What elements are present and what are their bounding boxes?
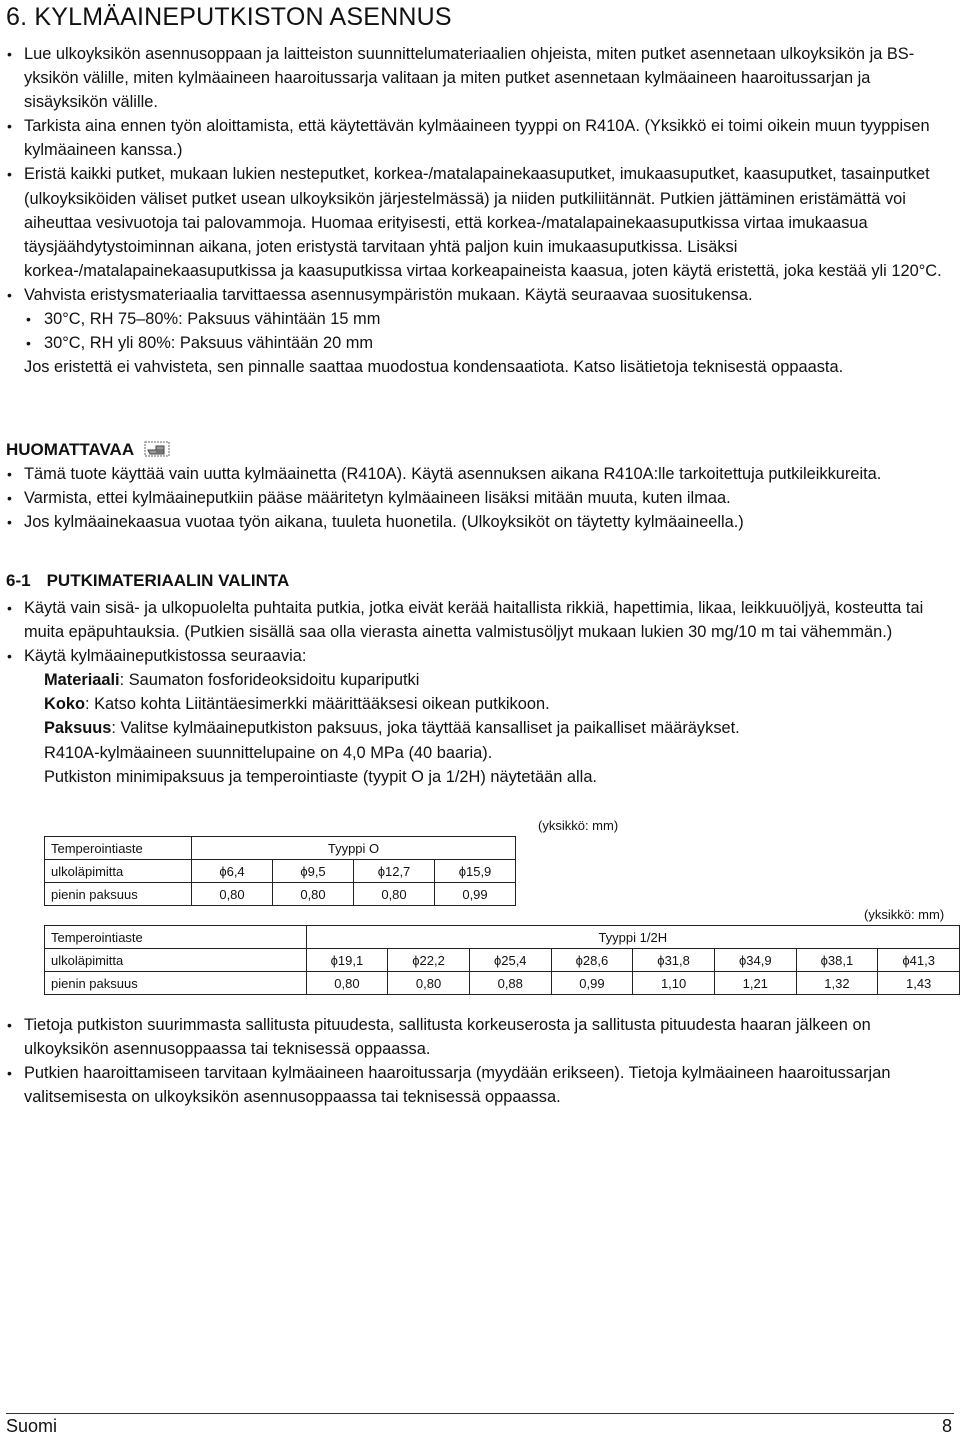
intro-bullet-2: • Tarkista aina ennen työn aloittamista, että käytettävän kylmäaineen tyyppi on R410A. (Yksikkö ei toimi oikein muun tyyppisen kylmäaineen kanssa.)	[6, 114, 950, 162]
caution-bullet-2: • Varmista, ettei kylmäaineputkiin pääse määritetyn kylmäaineen lisäksi mitään muuta, kuten ilmaa.	[6, 486, 950, 510]
table-h-cell: 0,80	[388, 972, 470, 995]
table-h-type: Tyyppi 1/2H	[306, 926, 959, 949]
table-o-cell: 0,80	[273, 883, 354, 906]
thickness-text: : Valitse kylmäaineputkiston paksuus, joka täyttää kansalliset ja paikalliset määräykset.	[111, 719, 740, 738]
section-title: PUTKIMATERIAALIN VALINTA	[46, 571, 290, 590]
table-row	[45, 926, 960, 949]
table-h-cell: ϕ19,1	[306, 949, 388, 972]
table-o-type: Tyyppi O	[192, 837, 516, 860]
table-o-cell: ϕ12,7	[354, 860, 435, 883]
page-title: 6. KYLMÄAINEPUTKISTON ASENNUS	[6, 3, 452, 31]
table-h-cell: 1,10	[633, 972, 715, 995]
table-o-unit: (yksikkö: mm)	[538, 818, 619, 833]
closing-section	[6, 1013, 950, 1109]
table-row	[45, 883, 516, 906]
table-o-cell: ϕ6,4	[192, 860, 273, 883]
table-h-cell: ϕ25,4	[469, 949, 551, 972]
table-type-o	[44, 836, 516, 906]
hand-pointing-icon	[144, 440, 170, 463]
section-number: 6-1	[6, 571, 31, 590]
table-h-cell: ϕ22,2	[388, 949, 470, 972]
size-label: Koko	[44, 695, 85, 714]
footer-page-number: 8	[941, 1416, 952, 1436]
material-bullet-2: • Käytä kylmäaineputkistossa seuraavia:	[6, 644, 950, 668]
insulation-sub-bullet-2: • 30°C, RH yli 80%: Paksuus vähintään 20 mm	[6, 331, 950, 355]
insulation-sub-bullet-1: • 30°C, RH 75–80%: Paksuus vähintään 15 mm	[6, 307, 950, 331]
table-o-cell: ϕ15,9	[435, 860, 516, 883]
intro-bullet-1: • Lue ulkoyksikön asennusoppaan ja laitteiston suunnittelumateriaalien ohjeista, miten putket asennetaan ulkoyksikön ja BS-yksikön välille, miten kylmäaineen haaroitussarja valitaan ja miten putket asennetaan kylmäaineen haaroitussarjan ja sisäyksikön välille.	[6, 42, 950, 114]
table-o-cell: 0,80	[354, 883, 435, 906]
table-h-row1-label: ulkoläpimitta	[45, 949, 307, 972]
table-o-cell: ϕ9,5	[273, 860, 354, 883]
table-h-cell: 0,80	[306, 972, 388, 995]
material-text: : Saumaton fosforideoksidoitu kupariputki	[119, 671, 420, 690]
intro-bullet-3: • Eristä kaikki putket, mukaan lukien nesteputket, korkea-/matalapainekaasuputket, imukaasuputket, kaasuputket, tasainputket (ulkoyksiköiden väliset putket usean ulkoyksikön järjestelmässä) ja niiden putkiliitännät. Putkien jättäminen eristämättä voi aiheuttaa vesivuotoja tai palovammoja. Huomaa erityisesti, että korkea-/matalapainekaasuputkissa virtaa imukaasua täysjäähdytystoiminnan aikana, joten eristystä tarvitaan yhtä paljon kuin imukaasuputkissa. Lisäksi korkea-/matalapainekaasuputkissa ja kaasuputkissa virtaa korkeapaineista kaasua, joten käytä eristettä, joka kestää yli 120°C.	[6, 162, 950, 282]
table-o-header: Temperointiaste	[45, 837, 192, 860]
pipe-material-section	[6, 596, 950, 789]
table-h-cell: ϕ41,3	[878, 949, 960, 972]
table-h-header: Temperointiaste	[45, 926, 307, 949]
thickness-line	[6, 716, 950, 740]
intro-bullet-4: • Vahvista eristysmateriaalia tarvittaessa asennusympäristön mukaan. Käytä seuraavaa suositukensa.	[6, 283, 950, 307]
caution-bullet-3: • Jos kylmäainekaasua vuotaa työn aikana, tuuleta huonetila. (Ulkoyksiköt on täytetty kylmäaineella.)	[6, 510, 950, 534]
condensation-note: Jos eristettä ei vahvisteta, sen pinnalle saattaa muodostua kondensaatiota. Katso lisätietoja teknisestä oppaasta.	[24, 358, 844, 377]
material-label: Materiaali	[44, 671, 120, 690]
table-row	[45, 837, 516, 860]
table-h-cell: ϕ38,1	[796, 949, 878, 972]
closing-bullet-2: • Putkien haaroittamiseen tarvitaan kylmäaineen haaroitussarja (myydään erikseen). Tietoja kylmäaineen haaroitussarjan valitsemisesta on ulkoyksikön asennusoppaassa tai teknisessä oppaassa.	[6, 1061, 950, 1109]
table-h-cell: ϕ31,8	[633, 949, 715, 972]
table-row	[45, 972, 960, 995]
table-o-cell: 0,99	[435, 883, 516, 906]
table-o-cell: 0,80	[192, 883, 273, 906]
table-h-cell: 1,43	[878, 972, 960, 995]
caution-heading	[6, 440, 170, 463]
table-h-cell: 0,88	[469, 972, 551, 995]
table-o-row2-label: pienin paksuus	[45, 883, 192, 906]
table-h-cell: 0,99	[551, 972, 633, 995]
size-line	[6, 692, 950, 716]
table-h-cell: ϕ28,6	[551, 949, 633, 972]
material-bullet-1: • Käytä vain sisä- ja ulkopuolelta puhtaita putkia, jotka eivät kerää haitallista rikkiä, hapettimia, likaa, leikkuuöljyä, kosteutta tai muita epäpuhtauksia. (Putkien sisällä saa olla vierasta ainetta valmistusöljyt mukaan lukien 30 mg/10 m tai vähemmän.)	[6, 596, 950, 644]
closing-bullet-1: • Tietoja putkiston suurimmasta sallitusta pituudesta, sallitusta korkeuserosta ja sallitusta pituudesta haaran jälkeen on ulkoyksikön asennusoppaassa tai teknisessä oppaassa.	[6, 1013, 950, 1061]
caution-heading-text: HUOMATTAVAA	[6, 440, 134, 459]
table-h-unit: (yksikkö: mm)	[864, 907, 945, 922]
table-o-row1-label: ulkoläpimitta	[45, 860, 192, 883]
table-intro-line: Putkiston minimipaksuus ja temperointiaste (tyypit O ja 1/2H) näytetään alla.	[44, 767, 597, 786]
footer-language: Suomi	[6, 1416, 58, 1436]
caution-bullet-1: • Tämä tuote käyttää vain uutta kylmäainetta (R410A). Käytä asennuksen aikana R410A:lle tarkoitettuja putkileikkureita.	[6, 462, 950, 486]
table-h-row2-label: pienin paksuus	[45, 972, 307, 995]
caution-list	[6, 462, 950, 534]
table-row	[45, 860, 516, 883]
table-type-half-h	[44, 925, 960, 995]
size-text: : Katso kohta Liitäntäesimerkki määrittääksesi oikean putkikoon.	[84, 695, 550, 714]
intro-section	[6, 42, 950, 379]
footer-divider	[6, 1413, 954, 1414]
table-h-cell: ϕ34,9	[714, 949, 796, 972]
section-heading	[6, 571, 289, 591]
material-line	[6, 668, 950, 692]
table-h-cell: 1,32	[796, 972, 878, 995]
thickness-label: Paksuus	[44, 719, 112, 738]
design-pressure-line: R410A-kylmäaineen suunnittelupaine on 4,0 MPa (40 baaria).	[44, 743, 493, 762]
table-h-cell: 1,21	[714, 972, 796, 995]
table-row	[45, 949, 960, 972]
